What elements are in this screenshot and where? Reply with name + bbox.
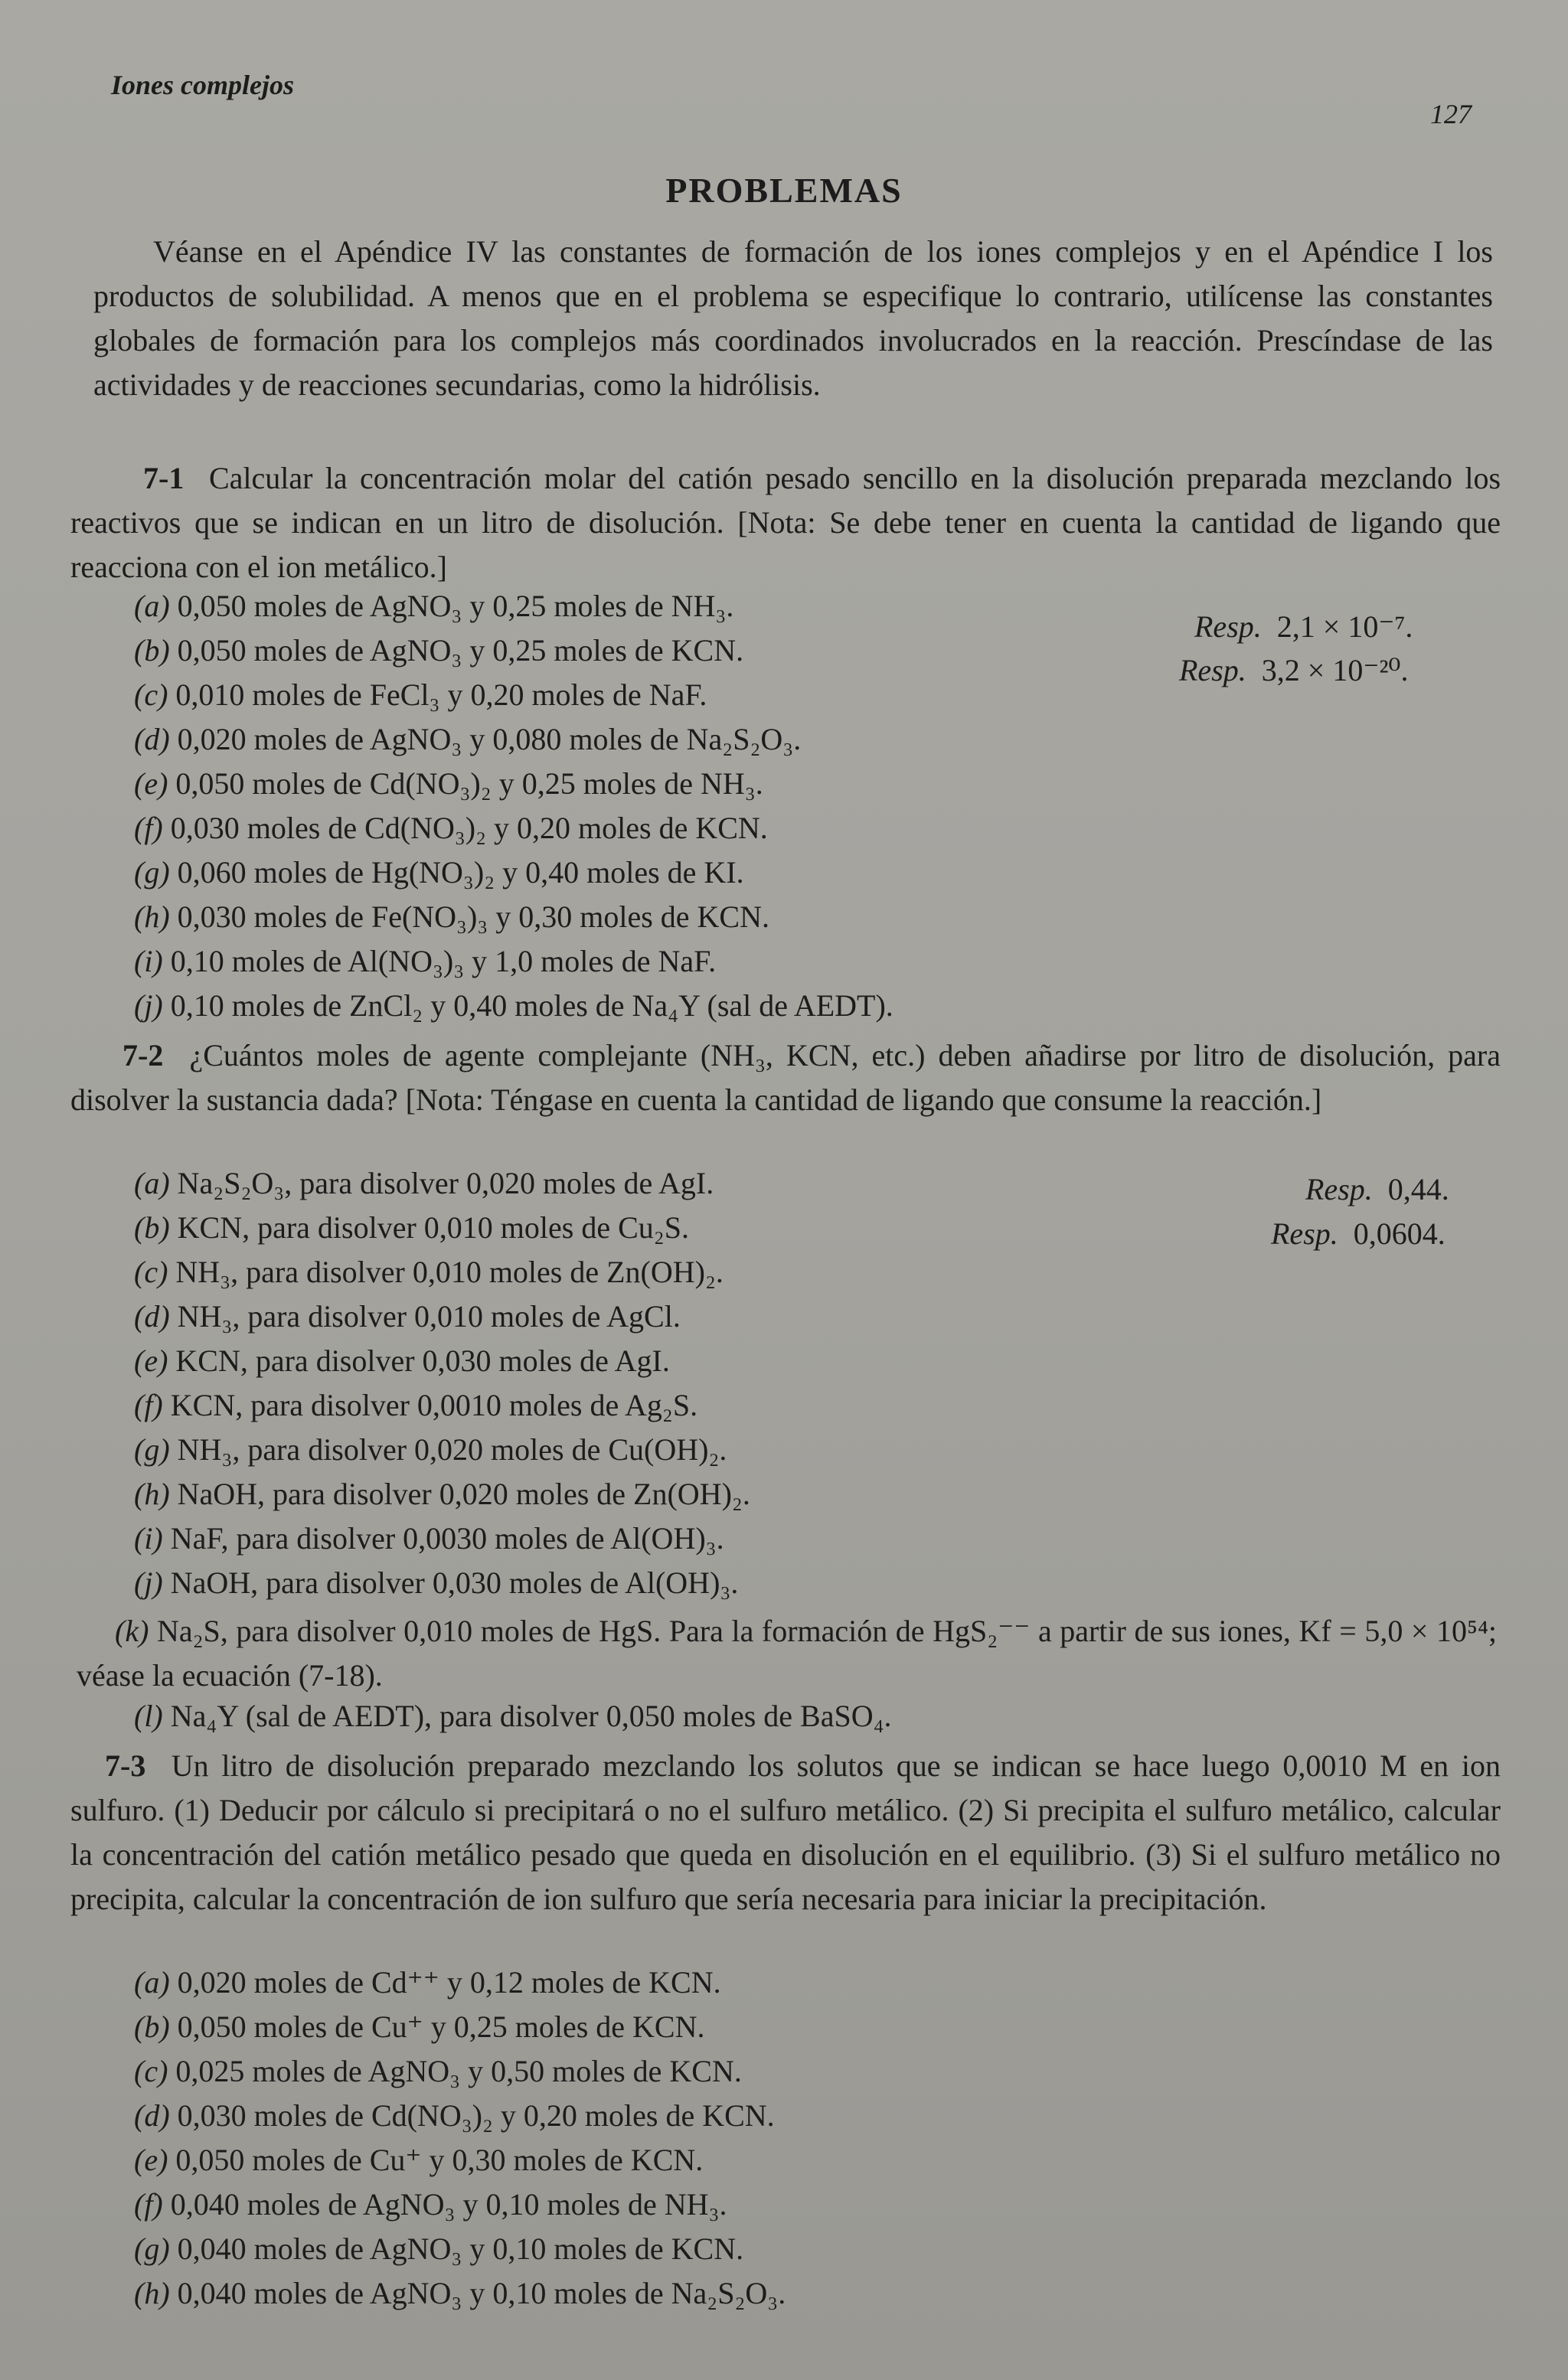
list-item: (a) Na₂S₂O₃, para disolver 0,020 moles de AgI. <box>134 1166 714 1200</box>
list-item: (e) 0,050 moles de Cd(NO₃)₂ y 0,25 moles de NH₃. <box>134 766 763 801</box>
list-item: (c) 0,010 moles de FeCl₃ y 0,20 moles de NaF. <box>134 677 707 712</box>
answer-7-1-a: Resp. 2,1 × 10⁻⁷. <box>1194 609 1413 644</box>
section-title: PROBLEMAS <box>665 171 903 210</box>
list-item: (d) 0,020 moles de AgNO₃ y 0,080 moles de Na₂S₂O₃. <box>134 722 802 756</box>
list-item: (c) 0,025 moles de AgNO₃ y 0,50 moles de KCN. <box>134 2054 742 2088</box>
list-item: (b) 0,050 moles de AgNO₃ y 0,25 moles de KCN. <box>134 633 744 668</box>
list-item: (i) NaF, para disolver 0,0030 moles de Al(OH)₃. <box>134 1521 724 1556</box>
problem-text: Un litro de disolución preparado mezclando los solutos que se indican se hace luego 0,0010 M en ion sulfuro. (1) Deducir por cálculo si precipitará o no el sulfuro metálico. (2) Si precipita el sulfuro metálico, calcular la concentración del catión metálico pesado que queda en disolución en el equilibrio. (3) Si el sulfuro metálico no precipita, calcular la concentración de ion sulfuro que sería necesaria para iniciar la precipitación. <box>70 1748 1501 1916</box>
page-number: 127 <box>1430 99 1472 129</box>
list-item: (h) NaOH, para disolver 0,020 moles de Zn(OH)₂. <box>134 1477 750 1511</box>
list-item: (e) KCN, para disolver 0,030 moles de AgI. <box>134 1343 670 1378</box>
list-item: (h) 0,040 moles de AgNO₃ y 0,10 moles de Na₂S₂O₃. <box>134 2276 786 2310</box>
list-item: (d) 0,030 moles de Cd(NO₃)₂ y 0,20 moles de KCN. <box>134 2098 775 2133</box>
problem-text: ¿Cuántos moles de agente complejante (NH₃, KCN, etc.) deben añadirse por litro de disolución, para disolver la sustancia dada? [Nota: Téngase en cuenta la cantidad de ligando que consume la reacción.] <box>70 1038 1501 1117</box>
list-item: (c) NH₃, para disolver 0,010 moles de Zn(OH)₂. <box>134 1255 724 1289</box>
list-item: (j) 0,10 moles de ZnCl₂ y 0,40 moles de Na₄Y (sal de AEDT). <box>134 988 893 1023</box>
list-item: (d) NH₃, para disolver 0,010 moles de AgCl. <box>134 1299 681 1334</box>
list-item: (g) 0,040 moles de AgNO₃ y 0,10 moles de KCN. <box>134 2231 744 2266</box>
answer-7-2-b: Resp. 0,0604. <box>1271 1216 1446 1251</box>
answer-7-1-b: Resp. 3,2 × 10⁻²⁰. <box>1179 653 1409 687</box>
answer-7-2-a: Resp. 0,44. <box>1305 1172 1449 1206</box>
list-item: (g) NH₃, para disolver 0,020 moles de Cu(OH)₂. <box>134 1432 727 1467</box>
intro-paragraph: Véanse en el Apéndice IV las constantes de formación de los iones complejos y en el Apéndice I los productos de solubilidad. A menos que en el problema se especifique lo contrario, utilícense las constantes globales de formación para los complejos más coordinados involucrados en la reacción. Prescíndase de las actividades y de reacciones secundarias, como la hidrólisis. <box>93 234 1493 402</box>
list-item: (k) Na₂S, para disolver 0,010 moles de HgS. Para la formación de HgS₂⁻⁻ a partir de sus iones, Kf = 5,0 × 10⁵⁴; véase la ecuación (7-18). <box>77 1614 1498 1693</box>
list-item: (b) KCN, para disolver 0,010 moles de Cu₂S. <box>134 1210 689 1245</box>
list-item: (f) KCN, para disolver 0,0010 moles de Ag₂S. <box>134 1388 698 1422</box>
problem-number: 7-2 <box>122 1038 164 1072</box>
problem-7-3-statement <box>70 1744 1501 1921</box>
list-item: (l) Na₄Y (sal de AEDT), para disolver 0,050 moles de BaSO₄. <box>134 1699 892 1733</box>
problem-number: 7-1 <box>143 461 185 495</box>
list-item: (i) 0,10 moles de Al(NO₃)₃ y 1,0 moles de NaF. <box>134 944 717 978</box>
problem-text: Calcular la concentración molar del catión pesado sencillo en la disolución preparada mezclando los reactivos que se indican en un litro de disolución. [Nota: Se debe tener en cuenta la cantidad de ligando que reacciona con el ion metálico.] <box>70 461 1501 584</box>
problem-7-1-statement <box>70 456 1501 589</box>
list-item: (j) NaOH, para disolver 0,030 moles de Al(OH)₃. <box>134 1565 739 1600</box>
list-item: (f) 0,030 moles de Cd(NO₃)₂ y 0,20 moles de KCN. <box>134 811 768 845</box>
running-header: Iones complejos <box>111 70 294 100</box>
list-item: (f) 0,040 moles de AgNO₃ y 0,10 moles de NH₃. <box>134 2187 727 2222</box>
list-item: (a) 0,050 moles de AgNO₃ y 0,25 moles de NH₃. <box>134 589 734 623</box>
list-item: (g) 0,060 moles de Hg(NO₃)₂ y 0,40 moles de KI. <box>134 855 744 890</box>
problem-number: 7-3 <box>105 1748 146 1783</box>
list-item: (b) 0,050 moles de Cu⁺ y 0,25 moles de KCN. <box>134 2009 705 2044</box>
list-item: (h) 0,030 moles de Fe(NO₃)₃ y 0,30 moles de KCN. <box>134 899 769 934</box>
list-item: (e) 0,050 moles de Cu⁺ y 0,30 moles de KCN. <box>134 2143 704 2177</box>
list-item: (a) 0,020 moles de Cd⁺⁺ y 0,12 moles de KCN. <box>134 1965 721 2000</box>
problem-7-2-statement <box>70 1033 1501 1122</box>
